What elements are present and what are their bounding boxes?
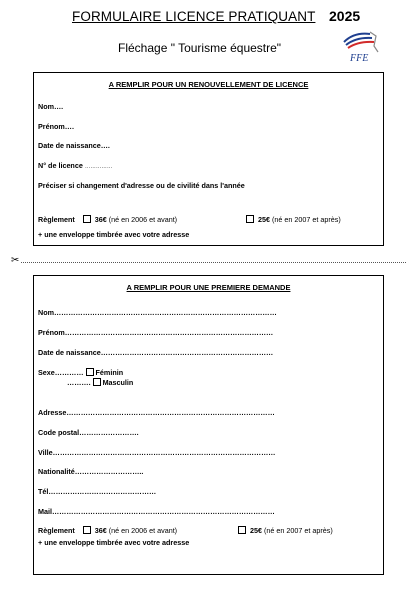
sexe-feminin-row bbox=[38, 368, 123, 377]
first-address-field[interactable]: Adresse…………………………………………………………………………… bbox=[38, 408, 275, 417]
renewal-payment-row-2 bbox=[244, 215, 341, 224]
first-price-25-note: (né en 2007 et après) bbox=[264, 526, 333, 535]
first-price-36: 36€ bbox=[94, 526, 107, 535]
reglement-label: Règlement bbox=[38, 215, 75, 224]
renewal-section bbox=[33, 72, 384, 246]
first-request-section bbox=[33, 275, 384, 575]
form-subtitle: Fléchage " Tourisme équestre" bbox=[118, 41, 282, 55]
first-payment-row-2 bbox=[236, 526, 333, 535]
licence-label: N° de licence bbox=[38, 161, 83, 170]
price-25-note: (né en 2007 et après) bbox=[272, 215, 341, 224]
scissors-icon: ✂ bbox=[11, 255, 20, 266]
renewal-envelope-note: + une enveloppe timbrée avec votre adresse bbox=[38, 230, 190, 239]
masculin-label: Masculin bbox=[102, 378, 134, 387]
ffe-logo bbox=[336, 28, 384, 64]
renewal-nom-field[interactable]: Nom…. bbox=[38, 102, 64, 111]
cut-line bbox=[14, 262, 406, 263]
first-price-25: 25€ bbox=[250, 526, 262, 535]
logo-text: FFE bbox=[350, 53, 369, 64]
first-payment-row bbox=[38, 526, 177, 535]
form-year: 2025 bbox=[329, 8, 361, 24]
renewal-payment-row bbox=[38, 215, 177, 224]
renewal-birthdate-field[interactable]: Date de naissance…. bbox=[38, 141, 110, 150]
first-postal-code-field[interactable]: Code postal……………………. bbox=[38, 428, 139, 437]
licence-dots: …………… bbox=[84, 164, 113, 170]
renewal-title: A REMPLIR POUR UN RENOUVELLEMENT DE LICENCE bbox=[108, 80, 309, 89]
price-36: 36€ bbox=[94, 215, 107, 224]
masculin-checkbox[interactable] bbox=[93, 378, 101, 386]
first-prenom-field[interactable]: Prénom…………………………………………………………………………… bbox=[38, 328, 274, 337]
renewal-change-note: Préciser si changement d'adresse ou de civilité dans l'année bbox=[38, 181, 245, 190]
form-title: FORMULAIRE LICENCE PRATIQUANT bbox=[72, 9, 316, 24]
first-nom-field[interactable]: Nom………………………………………………………………………………… bbox=[38, 308, 277, 317]
feminin-label: Féminin bbox=[95, 368, 124, 377]
first-price-25-checkbox[interactable] bbox=[238, 526, 246, 534]
price-25-checkbox[interactable] bbox=[246, 215, 254, 223]
first-nationality-field[interactable]: Nationalité……………………….. bbox=[38, 467, 144, 476]
first-city-field[interactable]: Ville………………………………………………………………………………… bbox=[38, 448, 276, 457]
feminin-checkbox[interactable] bbox=[86, 368, 94, 376]
price-36-note: (né en 2006 et avant) bbox=[108, 215, 178, 224]
first-price-36-note: (né en 2006 et avant) bbox=[108, 526, 178, 535]
first-envelope-note: + une enveloppe timbrée avec votre adresse bbox=[38, 538, 190, 547]
sexe-dots: ………. bbox=[67, 378, 91, 387]
first-birthdate-field[interactable]: Date de naissance……………………………………………………………… bbox=[38, 348, 274, 357]
renewal-licence-field[interactable] bbox=[38, 161, 112, 170]
first-mail-field[interactable]: Mail………………………………………………………………………………… bbox=[38, 507, 275, 516]
first-reglement-label: Règlement bbox=[38, 526, 75, 535]
first-price-36-checkbox[interactable] bbox=[83, 526, 91, 534]
price-25: 25€ bbox=[258, 215, 270, 224]
sexe-label: Sexe………… bbox=[38, 368, 84, 377]
first-phone-field[interactable]: Tél……………………………………… bbox=[38, 487, 157, 496]
renewal-prenom-field[interactable]: Prénom…. bbox=[38, 122, 74, 131]
price-36-checkbox[interactable] bbox=[83, 215, 91, 223]
first-request-title: A REMPLIR POUR UNE PREMIERE DEMANDE bbox=[126, 283, 291, 292]
sexe-masculin-row bbox=[67, 378, 133, 387]
